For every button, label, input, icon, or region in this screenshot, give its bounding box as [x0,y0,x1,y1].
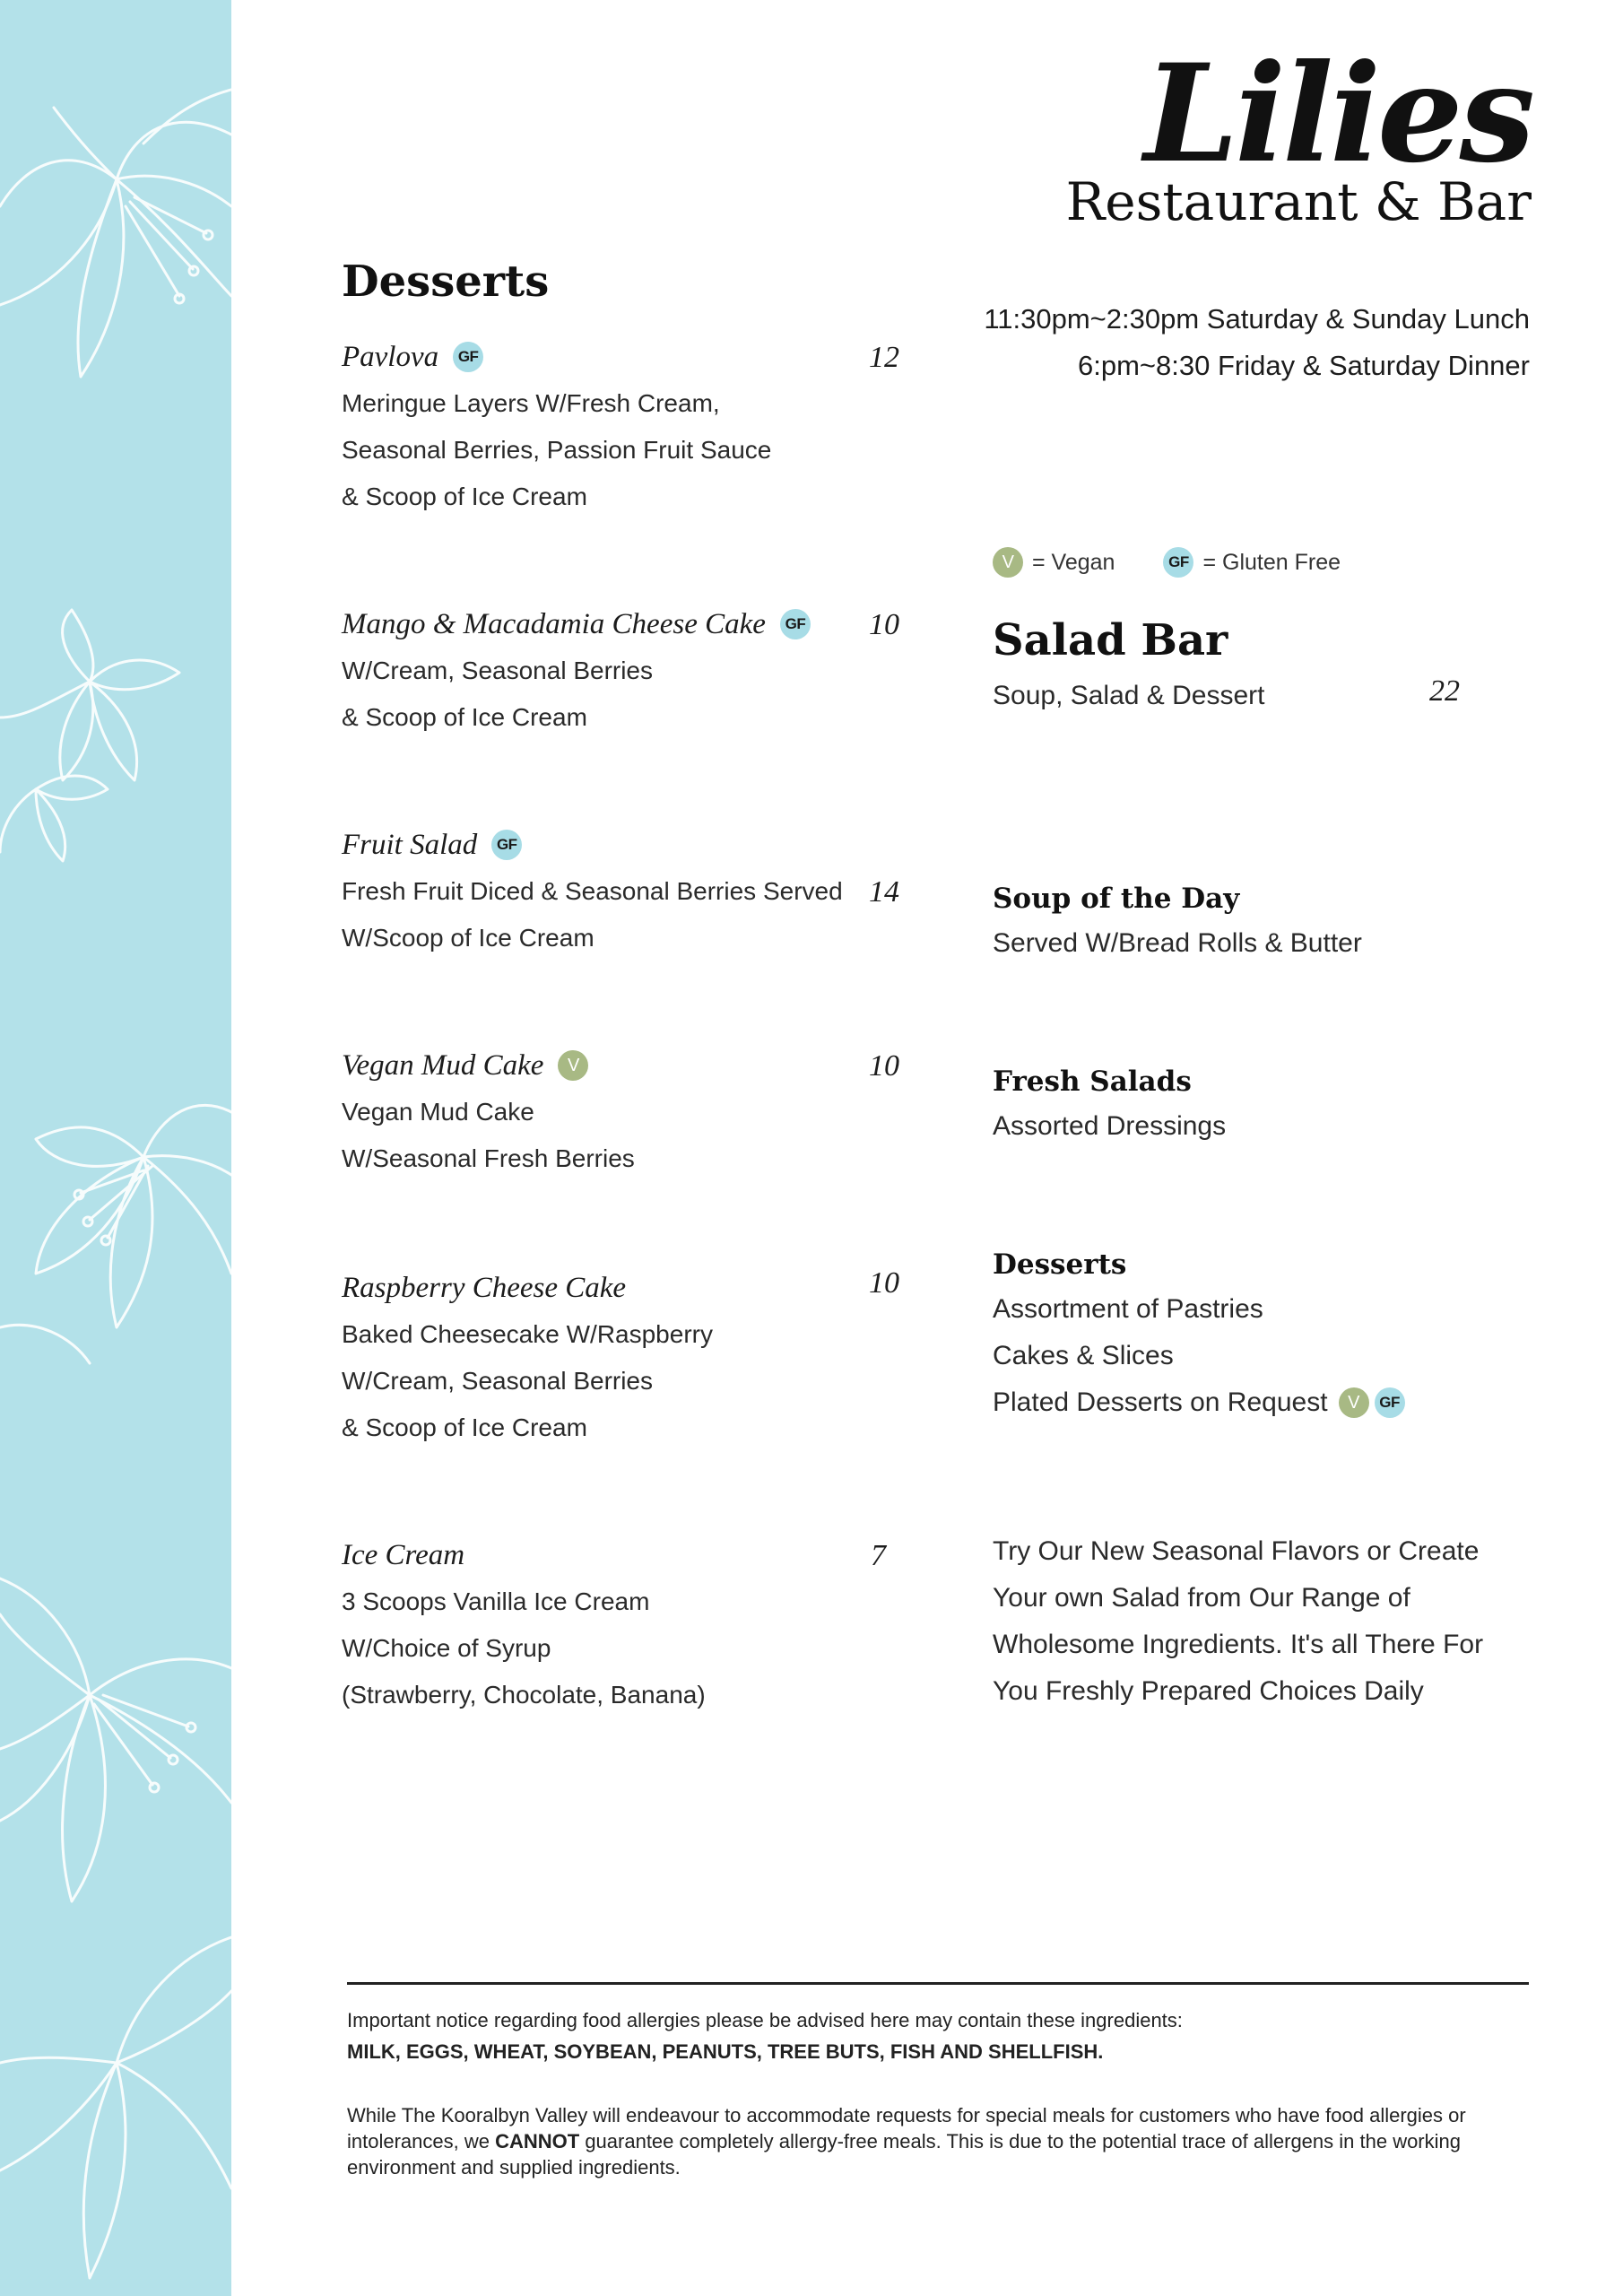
salads-title: Fresh Salads [993,1065,1192,1098]
item-name: Mango & Macadamia Cheese Cake [342,608,766,640]
item-name: Pavlova [342,341,439,373]
salads-description: Assorted Dressings [993,1111,1227,1141]
allergy-disclaimer [347,2102,1531,2180]
gluten-free-badge-icon: GF [1375,1387,1405,1418]
soup-title: Soup of the Day [993,883,1240,915]
decorative-sidebar [0,0,231,2296]
description-line: & Scoop of Ice Cream [342,483,587,510]
item-name: Ice Cream [342,1539,465,1571]
restaurant-logo [1029,35,1532,232]
soup-description: Served W/Bread Rolls & Butter [993,928,1362,958]
allergy-notice-intro: Important notice regarding food allergies please be advised here may contain these ingredients: [347,2009,1183,2031]
item-price: 14 [869,875,899,909]
item-price: 10 [869,1049,899,1083]
menu-item-pavlova [342,339,916,520]
description-line: & Scoop of Ice Cream [342,1413,587,1441]
item-description [342,1311,916,1451]
legend-gluten-free: = Gluten Free [1202,549,1341,575]
description-line: Baked Cheesecake W/Raspberry [342,1320,713,1348]
legend-vegan: = Vegan [1032,549,1115,575]
blurb-line: Your own Salad from Our Range of [993,1583,1410,1613]
item-description [342,1089,916,1182]
salad-bar-desserts-title: Desserts [993,1248,1127,1281]
dessert-line: Cakes & Slices [993,1341,1174,1370]
salad-bar-title: Salad Bar [993,615,1228,665]
hours-lunch: 11:30pm~2:30pm Saturday & Sunday Lunch [984,303,1530,335]
gluten-free-badge-icon: GF [1163,547,1193,578]
description-line: Seasonal Berries, Passion Fruit Sauce [342,436,772,464]
dietary-legend [993,547,1341,578]
allergen-list: MILK, EGGS, WHEAT, SOYBEAN, PEANUTS, TREE BUTS, FISH AND SHELLFISH. [347,2040,1104,2063]
item-price: 12 [869,341,899,374]
fresh-salads [993,1065,1531,1150]
footer-divider [347,1982,1529,1985]
vegan-badge-icon: V [1339,1387,1369,1418]
item-name: Vegan Mud Cake [342,1049,544,1082]
salad-bar-desserts [993,1248,1531,1426]
disclaimer-text-start: While The Kooralbyn Valley will endeavour to accommodate requests for special meals for customers who have food allergies or intolerances, we [347,2104,1466,2152]
blurb-line: You Freshly Prepared Choices Daily [993,1676,1424,1706]
item-name: Raspberry Cheese Cake [342,1272,627,1304]
blurb-line: Wholesome Ingredients. It's all There For [993,1630,1484,1659]
description-line: W/Cream, Seasonal Berries [342,657,654,684]
disclaimer-text-end: guarantee completely allergy-free meals. This is due to the potential trace of allergens in the working environment and supplied ingredients. [347,2130,1461,2179]
description-line: W/Seasonal Fresh Berries [342,1144,635,1172]
description-line: & Scoop of Ice Cream [342,703,587,731]
description-line: W/Choice of Syrup [342,1634,551,1662]
description-line: 3 Scoops Vanilla Ice Cream [342,1587,650,1615]
description-line: Vegan Mud Cake [342,1098,534,1126]
item-price: 7 [871,1539,886,1572]
item-price: 10 [869,608,899,641]
item-name: Fruit Salad [342,829,478,861]
salad-bar-subtitle: Soup, Salad & Dessert [993,681,1265,710]
vegan-badge-icon: V [993,547,1023,578]
dessert-line: Plated Desserts on Request [993,1387,1328,1417]
description-line: (Strawberry, Chocolate, Banana) [342,1681,706,1709]
description-line: W/Scoop of Ice Cream [342,924,595,952]
allergy-notice [347,2007,1531,2065]
logo-name: Lilies [1143,35,1532,193]
item-description [342,380,916,520]
gluten-free-badge-icon: GF [491,830,522,860]
soup-of-the-day [993,883,1531,967]
lily-pattern-icon [0,0,231,2296]
menu-item-fruit-salad [342,827,916,961]
item-description [342,1578,916,1718]
gluten-free-badge-icon: GF [453,342,483,372]
description-line: W/Cream, Seasonal Berries [342,1367,654,1395]
desserts-title: Desserts [342,257,550,307]
item-description [342,648,916,741]
gluten-free-badge-icon: GF [780,609,811,639]
disclaimer-emphasis: CANNOT [495,2130,580,2152]
logo-subtitle: Restaurant & Bar [1065,171,1532,232]
dessert-line: Assortment of Pastries [993,1294,1263,1324]
hours-dinner: 6:pm~8:30 Friday & Saturday Dinner [1077,350,1530,381]
opening-hours [984,296,1530,389]
item-description [342,868,916,961]
salad-bar-price: 22 [1429,674,1460,708]
vegan-badge-icon: V [558,1050,588,1081]
menu-item-raspberry-cheese-cake [342,1266,916,1451]
salad-bar-blurb [993,1528,1531,1715]
menu-item-mango-macadamia-cheese-cake [342,606,916,741]
menu-item-ice-cream [342,1537,916,1718]
item-price: 10 [869,1266,899,1300]
description-line: Meringue Layers W/Fresh Cream, [342,389,720,417]
description-line: Fresh Fruit Diced & Seasonal Berries Served [342,877,843,905]
menu-item-vegan-mud-cake [342,1048,916,1182]
blurb-line: Try Our New Seasonal Flavors or Create [993,1536,1480,1566]
